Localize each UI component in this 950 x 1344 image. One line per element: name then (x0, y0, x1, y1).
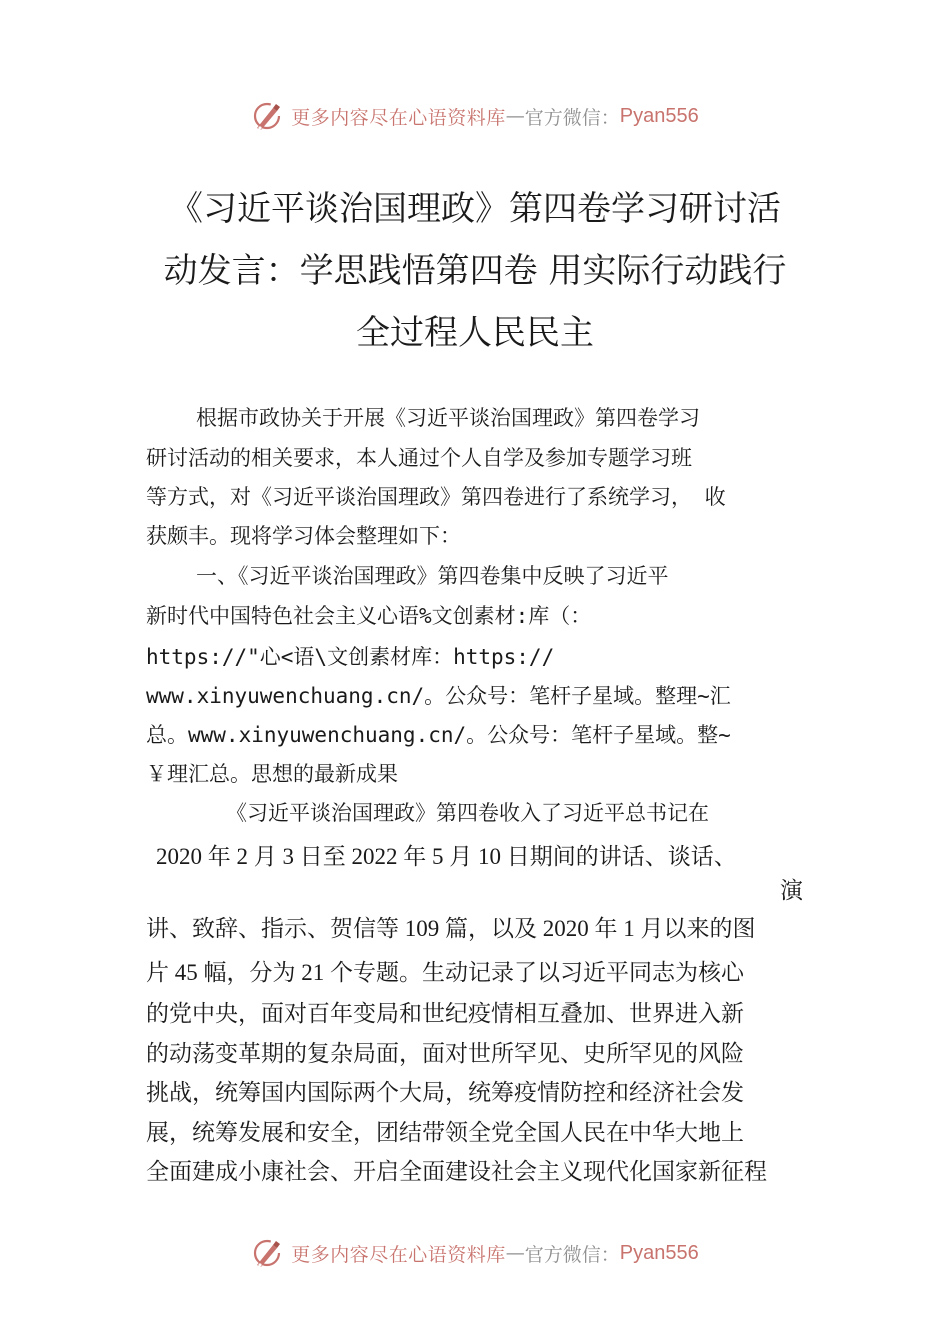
pen-logo-icon (251, 1236, 285, 1270)
body-line: 总。www.xinyuwenchuang.cn/。公众号：笔杆子星域。整~ (146, 723, 731, 747)
body-line: 的党中央，面对百年变局和世纪疫情相互叠加、世界进入新 (146, 1001, 744, 1026)
body-line: 根据市政协关于开展《习近平谈治国理政》第四卷学习 (196, 406, 700, 430)
body-line: ￥理汇总。思想的最新成果 (146, 762, 398, 786)
body-line: 展，统筹发展和安全，团结带领全党全国人民在中华大地上 (146, 1120, 744, 1145)
pen-logo-icon (251, 99, 285, 133)
body-line: 一、《习近平谈治国理政》第四卷集中反映了习近平 (196, 564, 669, 588)
footer-banner (0, 1233, 950, 1273)
title-line: 全过程人民民主 (356, 313, 594, 353)
body-line: 2020 年 2 月 3 日至 2022 年 5 月 10 日期间的讲话、谈话、 (156, 844, 737, 869)
banner-dash: — (505, 1242, 525, 1264)
body-line: 片 45 幅，分为 21 个专题。生动记录了以习近平同志为核心 (146, 960, 744, 985)
body-line: 获颇丰。现将学习体会整理如下： (146, 524, 461, 548)
body-line: 讲、致辞、指示、贺信等 109 篇，以及 2020 年 1 月以来的图 (146, 916, 756, 941)
banner-promo-text: 更多内容尽在心语资料库 (291, 1243, 506, 1266)
body-line: 《习近平谈治国理政》第四卷收入了习近平总书记在 (226, 801, 709, 825)
body-line: 全面建成小康社会、开启全面建设社会主义现代化国家新征程 (146, 1159, 767, 1184)
body-line: www.xinyuwenchuang.cn/。公众号：笔杆子星域。整理~汇 (146, 684, 731, 708)
document-title (140, 178, 810, 364)
banner-wechat-label: 官方微信： (524, 1243, 620, 1266)
body-line: 新时代中国特色社会主义心语%文创素材:库（： (146, 604, 592, 628)
title-line: 《习近平谈治国理政》第四卷学习研讨活 (169, 189, 781, 229)
body-line: https://"心<语\文创素材库：https:// (146, 645, 555, 669)
body-line: 的动荡变革期的复杂局面，面对世所罕见、史所罕见的风险 (146, 1041, 744, 1066)
body-line: 研讨活动的相关要求，本人通过个人自学及参加专题学习班 (146, 446, 692, 470)
body-line: 演 (780, 878, 803, 903)
banner-wechat-id: Pyan556 (619, 104, 699, 127)
banner-dash: — (505, 105, 525, 127)
body-line: 等方式，对《习近平谈治国理政》第四卷进行了系统学习， 收 (146, 485, 726, 509)
banner-wechat-label: 官方微信： (524, 106, 620, 129)
banner-promo-text: 更多内容尽在心语资料库 (291, 106, 506, 129)
title-line: 动发言：学思践悟第四卷 用实际行动践行 (163, 251, 787, 291)
body-line: 挑战，统筹国内国际两个大局，统筹疫情防控和经济社会发 (146, 1080, 744, 1105)
header-banner (0, 96, 950, 136)
banner-wechat-id: Pyan556 (619, 1241, 699, 1264)
